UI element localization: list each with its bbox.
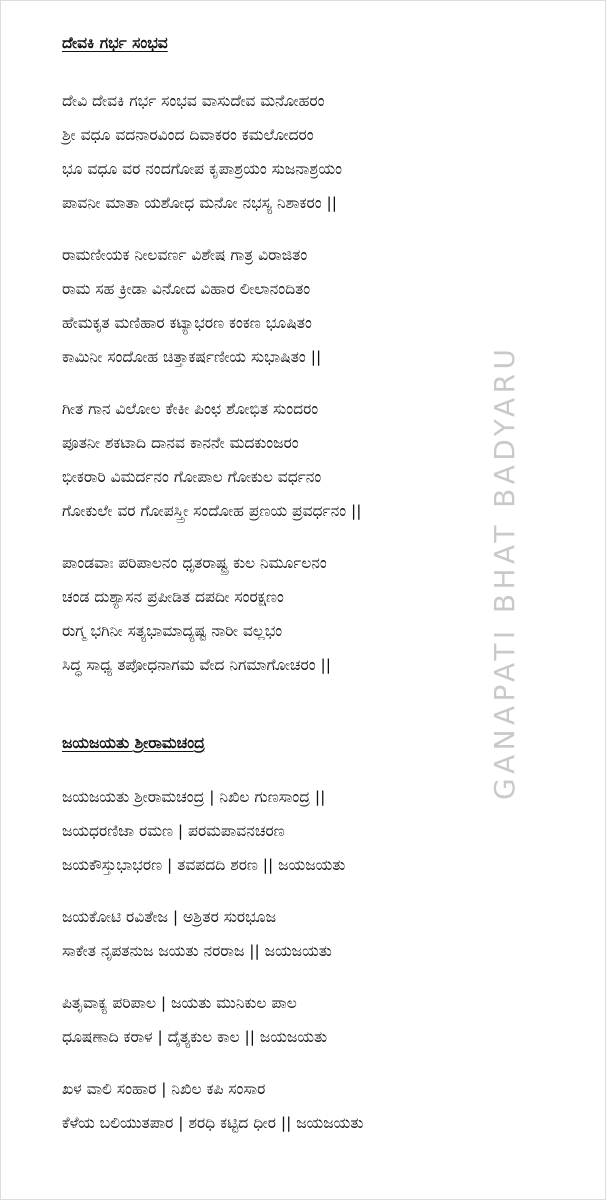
lyric-line: ಶ್ರೀ ವಧೂ ವದನಾರವಿಂದ ದಿವಾಕರಂ ಕಮಲೋದರಂ (62, 126, 314, 144)
lyric-line: ಧೂಷಣಾದಿ ಕರಾಳ | ದೈತ್ಯಕುಲ ಕಾಲ || ಜಯಜಯತು (62, 1028, 328, 1046)
lyric-line: ಭೂ ವಧೂ ವರ ನಂದಗೋಪ ಕೃಪಾಶ್ರಯಂ ಸುಜನಾಶ್ರಯಂ (62, 160, 342, 178)
lyric-line: ಪಾವನೀ ಮಾತಾ ಯಶೋಧ ಮನೋ ನಭಸ್ಯ ನಿಶಾಕರಂ || (62, 194, 337, 212)
lyric-line: ಸಿದ್ಧ ಸಾಧ್ಯ ತಪೋಧನಾಗಮ ವೇದ ನಿಗಮಾಗೋಚರಂ || (62, 656, 331, 674)
lyric-line: ಭೀಕರಾರಿ ವಿಮರ್ದನಂ ಗೋಪಾಲ ಗೋಕುಲ ವರ್ಧನಂ (62, 468, 322, 486)
lyric-line: ಗೋಕುಲೇ ವರ ಗೋಪಸ್ತ್ರೀ ಸಂದೋಹ ಪ್ರಣಯ ಪ್ರವರ್ಧನಂ || (62, 502, 362, 520)
stanza (62, 780, 482, 882)
stanza (62, 84, 482, 220)
stanza (62, 392, 482, 528)
song-devaki-garbha-sambhava (62, 30, 482, 682)
author-watermark: GANAPATI BHAT BADYARU (488, 344, 521, 800)
lyric-line: ರಾಮಣೀಯಕ ನೀಲವರ್ಣ ವಿಶೇಷ ಗಾತ್ರ ವಿರಾಜಿತಂ (62, 246, 308, 264)
lyrics-content (62, 30, 482, 1140)
stanza (62, 1072, 482, 1140)
lyric-line: ರಾಮ ಸಹ ಕ್ರೀಡಾ ವಿನೋದ ವಿಹಾರ ಲೀಲಾನಂದಿತಂ (62, 280, 311, 298)
lyric-line: ಹೇಮಕೃತ ಮಣಿಹಾರ ಕಟ್ಯಾಭರಣ ಕಂಕಣ ಭೂಷಿತಂ (62, 314, 312, 332)
lyric-line: ಸಾಕೇತ ನೃಪತನುಜ ಜಯತು ನರರಾಜ || ಜಯಜಯತು (62, 942, 332, 960)
lyric-line: ಗೀತ ಗಾನ ವಿಲೋಲ ಕೇಕೀ ಪಿಂಛ ಶೋಭಿತ ಸುಂದರಂ (62, 400, 319, 418)
lyric-line: ಖಳ ವಾಲಿ ಸಂಹಾರ | ನಿಖಿಲ ಕಪಿ ಸಂಸಾರ (62, 1080, 266, 1098)
song-title: ಜಯಜಯತು ಶ್ರೀರಾಮಚಂದ್ರ (62, 734, 205, 752)
song-title: ದೇವಕಿ ಗರ್ಭ ಸಂಭವ (62, 34, 168, 52)
stanza (62, 546, 482, 682)
lyric-line: ಕಾಮಿನೀ ಸಂದೋಹ ಚಿತ್ತಾಕರ್ಷಣೀಯ ಸುಭಾಷಿತಂ || (62, 348, 322, 366)
lyric-line: ರುಗ್ಮ ಭಗಿನೀ ಸತ್ಯಭಾಮಾದ್ಯಷ್ಟ ನಾರೀ ವಲ್ಲಭಂ (62, 622, 283, 640)
lyric-line: ಜಯಧರಣಿಜಾ ರಮಣ | ಪರಮಪಾವನಚರಣ (62, 822, 285, 840)
lyric-line: ಚಂಡ ದುಶ್ಯಾಸನ ಪ್ರಪೀಡಿತ ದಪದೀ ಸಂರಕ್ಷಣಂ (62, 588, 284, 606)
stanza (62, 986, 482, 1054)
lyric-line: ಕೆಳೆಯ ಬಲಿಯುತಪಾರ | ಶರಧಿ ಕಟ್ಟಿದ ಧೀರ || ಜಯಜಯತು (62, 1114, 364, 1132)
stanza (62, 238, 482, 374)
lyric-line: ಪಿತೃವಾಕ್ಯ ಪರಿಪಾಲ | ಜಯತು ಮುನಿಕುಲ ಪಾಲ (62, 994, 297, 1012)
lyric-line: ಜಯಕೌಸ್ತುಭಾಭರಣ | ತವಪದದಿ ಶರಣ || ಜಯಜಯತು (62, 856, 346, 874)
song-jayajayatu-sriramachandra (62, 730, 482, 1140)
stanza (62, 900, 482, 968)
lyric-line: ಪಾಂಡವಾಃ ಪರಿಪಾಲನಂ ಧೃತರಾಷ್ಟ್ರ ಕುಲ ನಿರ್ಮೂಲನಂ (62, 554, 327, 572)
lyric-line: ಜಯಕೋಟಿ ರವಿತೇಜ | ಅಶ್ರಿತರ ಸುರಭೂಜ (62, 908, 276, 926)
lyric-line: ದೇವಿ ದೇವಕಿ ಗರ್ಭ ಸಂಭವ ವಾಸುದೇವ ಮನೋಹರಂ (62, 92, 325, 110)
lyric-line: ಪೂತನೀ ಶಕಟಾದಿ ದಾನವ ಕಾನನೇ ಮದಕುಂಜರಂ (62, 434, 299, 452)
lyric-line: ಜಯಜಯತು ಶ್ರೀರಾಮಚಂದ್ರ | ನಿಖಿಲ ಗುಣಸಾಂದ್ರ || (62, 788, 326, 806)
